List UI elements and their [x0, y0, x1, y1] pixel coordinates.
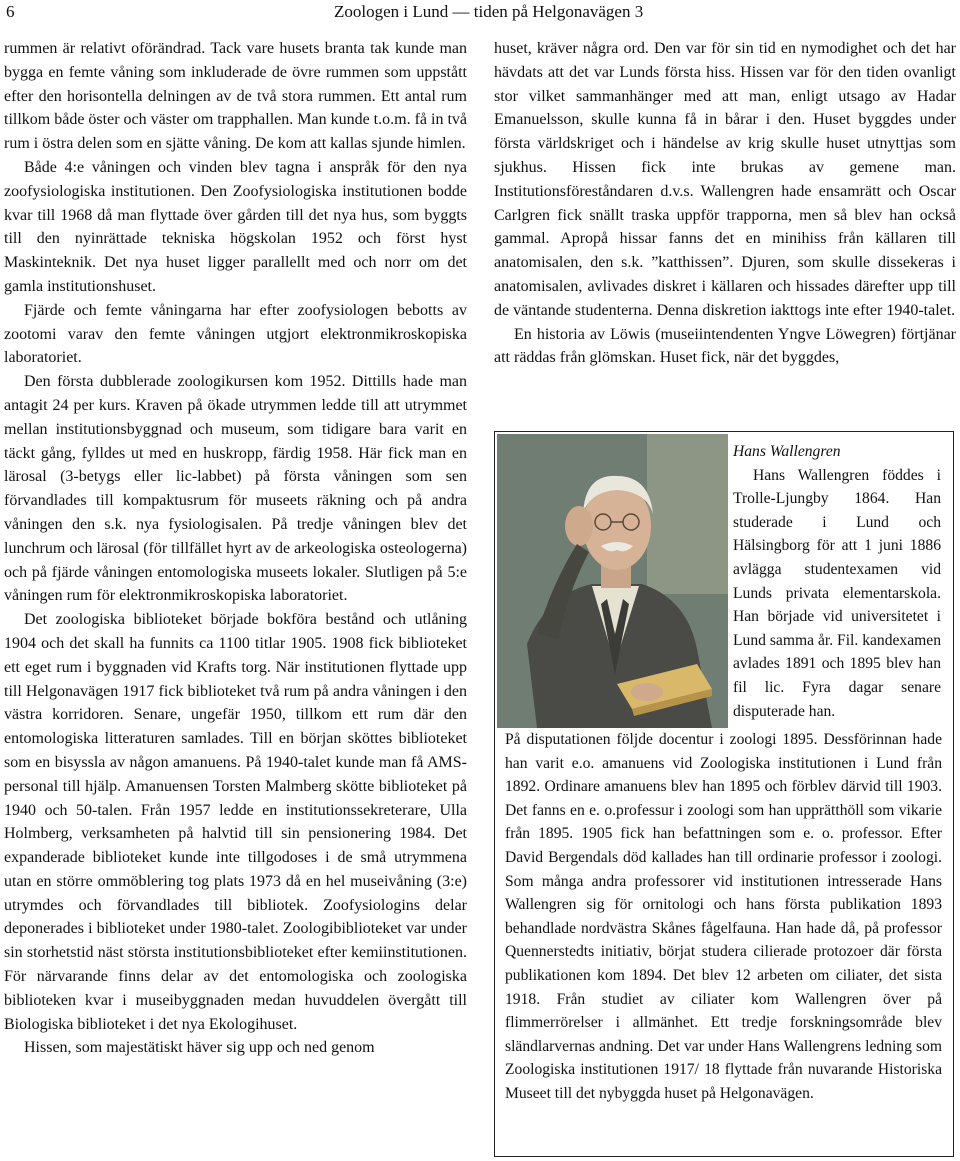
right-paragraph-2: En historia av Löwis (museiintendenten Yngve Löwegren) förtjänar att räddas från glömskan. Huset fick, när det byggdes, — [494, 325, 956, 367]
right-column — [494, 37, 956, 370]
portrait-painting — [497, 434, 728, 728]
portrait-sidebar-box — [494, 431, 954, 1157]
left-paragraph-4: Den första dubblerade zoologikursen kom 1952. Dittills hade man antagit 24 per kurs. Kraven på ökade utrymmen ledde till att utrymmet mellan institutionsbyggnad och museum, som tidigare bara varit en täckt gång, fylldes ut med en huskropp, färdig 1958. Här fick man en lärosal (3-betygs eller lic-labbet) på första våningen som sen förvandlades till kompaktusrum för museets räkning och på andra våningen den s.k. nya fysiologisalen. På tredje våningen blev det lunchrum och lärosal (för tillfället hyrt av de arkeologiska osteologerna) och på fjärde våningen entomologiska museets lokaler. Slutligen på 5:e våningen rum för elektronmikroskopiska laboratoriet. — [4, 373, 467, 605]
page-number: 6 — [6, 2, 15, 21]
running-title: Zoologen i Lund — tiden på Helgonavägen 3 — [334, 2, 644, 21]
left-column — [4, 37, 467, 1060]
right-paragraph-1: huset, kräver några ord. Den var för sin tid en nymodighet och det har hävdats att det var Lunds första hiss. Hissen var för den tiden ovanligt stor vilket sammanhänger med att man, enligt utsago av Hadar Emanuelsson, skulle kunna få in bårar i den. Huset byggdes under första världskriget och i händelse av krig skulle huset utnyttjas som sjukhus. Hissen fick inte brukas av gemene man. Institutionsföreståndaren d.v.s. Wallengren hade ensamrätt och Oscar Carlgren fick snällt traska uppför trapporna, men så blev han också gammal. Apropå hissar fanns det en minihiss från källaren till anatomisalen, den s.k. ”katthissen”. Djuren, som skulle dissekeras i anatomisalen, avlivades diskret i källaren och hissades därefter upp till de väntande studenterna. Denna diskretion iakttogs inte efter 1940-talet. — [494, 40, 956, 319]
caption-text: Hans Wallengren föddes i Trolle-Ljungby 1864. Han studerade i Lund och Hälsingborg för att 1 juni 1886 avlägga studentexamen vid Lunds privata elementarskola. Han började vid universitetet i Lund samma år. Fil. kandexamen avlades 1891 och 1895 blev han fil lic. Fyra dagar senare disputerade han. — [733, 466, 941, 720]
left-paragraph-6: Hissen, som majestätiskt häver sig upp och ned genom — [24, 1039, 375, 1057]
biography-paragraph: På disputationen följde docentur i zoologi 1895. Dessförinnan hade han varit e.o. amanuens vid Zoologiska institutionen i Lund från 1892. Ordinare amanuens blev han 1895 och förblev därvid till 1903. Det fanns en e. o.professur i zoologi som han upprätthöll som vikarie från 1895. 1905 fick han befattningen som e. o. professor. Efter David Bergendals död kallades han till ordinarie professor i zoologi. Som många andra professorer vid institutionen intresserade Hans Wallengren sig för ornitologi och hans första publikation 1893 behandlade nordvästra Skånes fågelfauna. Han hade då, på professor Quennerstedts initiativ, börjat studera cilierade protozoer där första publikationen kom 1894. Det blev 12 arbeten om ciliater, det sista 1918. Från studiet av ciliater kom Wallengren över på flimmerrörelser i allmänhet. Ett tredje forskningsområde blev sländlarvernas andning. Det var under Hans Wallengrens ledning som Zoologiska institutionen 1917/ 18 flyttade från nuvarande Historiska Museet till det nybyggda huset på Helgonavägen. — [505, 731, 942, 1102]
left-paragraph-2: Både 4:e våningen och vinden blev tagna i anspråk för den nya zoofysiologiska institutionen. Den Zoofysiologiska institutionen bodde kvar till 1968 då man flyttade över gården till det nya hus, som byggts till den nyinrättade tekniska högskolan 1952 och först hyst Maskinteknik. Det nya huset ligger parallellt med och norr om det gamla institutionshuset. — [4, 158, 467, 295]
portrait-caption — [733, 440, 941, 723]
portrait-illustration — [497, 434, 728, 728]
left-paragraph-5: Det zoologiska biblioteket började bokföra bestånd och utlåning 1904 och det skall ha funnits ca 1100 titlar 1905. 1908 fick biblioteket ett eget rum i byggnaden vid Krafts torg. När institutionen flyttade upp till Helgonavägen 1917 fick biblioteket två rum på andra våningen i den västra korridoren. Senare, ungefär 1950, tillkom ett rum där den entomologiska litteraturen samlades. Till en början sköttes biblioteket som en bisyssla av någon amanuens. På 1940-talet kunde man få AMS-personal till hjälp. Amanuensen Torsten Malmberg skötte biblioteket på 1940 och 50-talen. Från 1957 ledde en institutionssekreterare, Ulla Holmberg, verksamheten på halvtid till sin pensionering 1984. Det expanderade biblioteket kunde inte tillgodoses i de små utrymmena utan en större ommöblering tog plats 1973 då en hel museivåning (3:e) utrymdes och förvandlades till bibliotek. Zoofysiologins delar deponerades i biblioteket under 1980-talet. Zoologibiblioteket var under sin storhetstid näst största institutionsbiblioteket efter kemiinstitutionen. För närvarande finns delar av det entomologiska och zoologiska biblioteken kvar i museibyggnaden medan huvuddelen övergått till Biologiska biblioteket i det nya Ekologihuset. — [4, 611, 467, 1033]
left-paragraph-3: Fjärde och femte våningarna har efter zoofysiologen bebotts av zootomi varav den femte våningen utgjort elektronmikroskopiska laboratoriet. — [4, 301, 467, 367]
biography-text — [505, 728, 942, 1106]
caption-title: Hans Wallengren — [733, 443, 841, 460]
left-paragraph-1: rummen är relativt oförändrad. Tack vare husets branta tak kunde man bygga en femte våning som inkluderade de övre rummen som uppstått efter den horisontella delningen av de två stora rummen. Ett antal rum tillkom både öster och väster om trapphallen. Man kunde t.o.m. få in två rum i östra delen som en sjätte våning. De kom att kallas sjunde himlen. — [4, 40, 467, 153]
